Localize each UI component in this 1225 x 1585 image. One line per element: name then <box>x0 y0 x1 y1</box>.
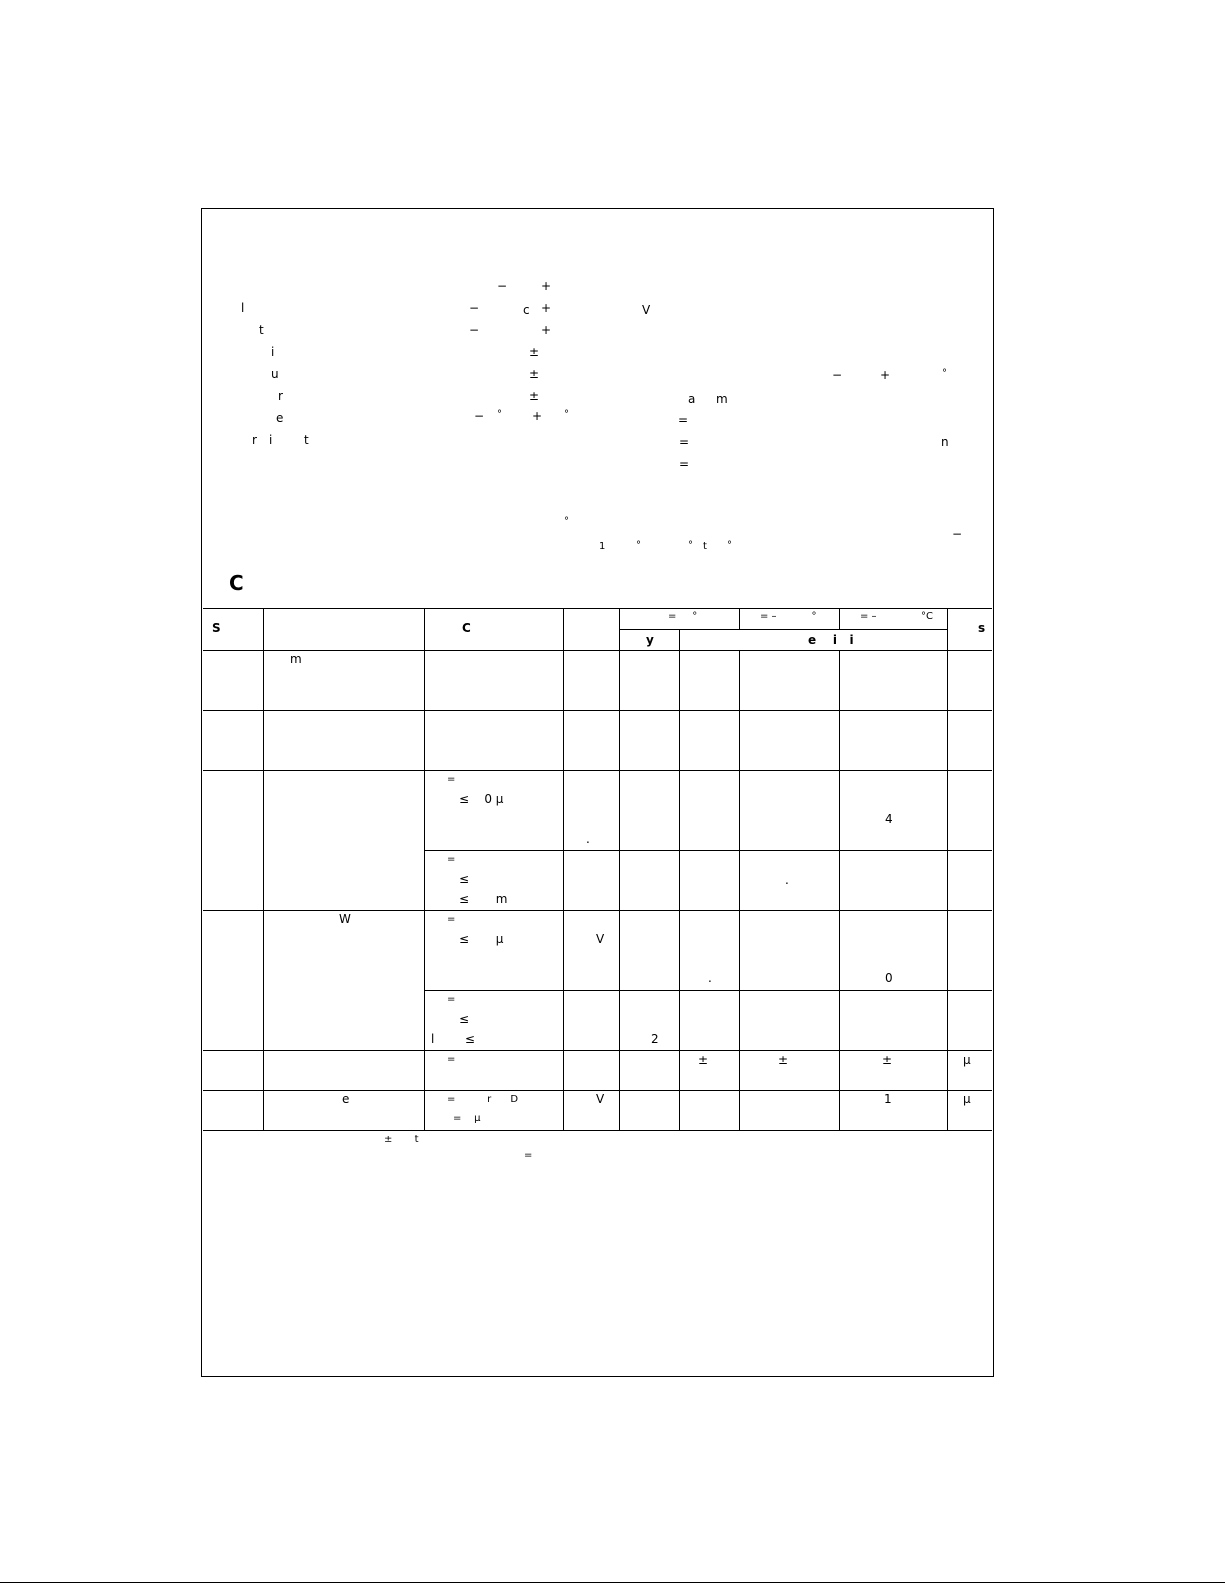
upper-mid-glyph: ± <box>529 345 540 359</box>
table-rule <box>203 1130 992 1131</box>
table-rule <box>203 608 992 609</box>
upper-right-glyph: = <box>678 413 689 427</box>
header-temp-2: = – ° <box>760 611 817 622</box>
row5-cond-line2: ≤ µ <box>459 932 504 946</box>
upper-right-glyph: m <box>716 392 728 406</box>
row7-pm-lim2: ± <box>882 1053 893 1067</box>
note-glyph: ° <box>564 516 569 527</box>
note-glyph: ° <box>688 540 693 551</box>
row5-cond-line1: = <box>447 914 456 925</box>
table-rule <box>739 650 740 1130</box>
page-bottom-rule <box>0 1582 1225 1583</box>
upper-mid-glyph: ° <box>564 409 569 420</box>
row3-value: 4 <box>885 812 893 826</box>
datasheet-frame <box>201 208 994 1377</box>
table-rule <box>679 629 680 1130</box>
header-sub-typ: y <box>646 633 654 647</box>
upper-left-glyph: e <box>276 411 284 425</box>
upper-left-glyph: r <box>278 389 283 403</box>
upper-mid-glyph: + <box>541 323 552 337</box>
row5-dot: . <box>708 971 712 985</box>
table-rule <box>203 710 992 711</box>
upper-mid-glyph: ° <box>497 409 502 420</box>
table-rule <box>839 650 840 1130</box>
footnote-1: ± t <box>384 1134 419 1145</box>
footnote-2: = <box>524 1150 533 1161</box>
row5-parameter: W <box>339 912 351 926</box>
note-glyph: t <box>703 541 707 552</box>
row8-cond-line2: = µ <box>453 1113 481 1124</box>
header-col-condition: C <box>462 621 471 635</box>
header-sub-limit: e i i <box>808 633 854 647</box>
upper-left-glyph: r <box>252 433 257 447</box>
upper-mid-glyph: ± <box>529 367 540 381</box>
row6-cond-line1: = <box>447 994 456 1005</box>
upper-mid-glyph: + <box>532 409 543 423</box>
upper-left-glyph: l <box>241 301 245 315</box>
upper-left-glyph: u <box>271 367 279 381</box>
upper-mid-glyph: − <box>469 323 480 337</box>
row4-dot: . <box>785 873 789 887</box>
table-rule <box>203 650 992 651</box>
section-heading: C <box>229 571 244 595</box>
table-rule <box>947 608 948 1130</box>
upper-mid-glyph: − <box>469 301 480 315</box>
table-rule <box>424 850 992 851</box>
row8-parameter: e <box>342 1092 350 1106</box>
row1-parameter: m <box>290 652 302 666</box>
upper-mid-glyph: + <box>541 279 552 293</box>
upper-mid-glyph: − <box>474 409 485 423</box>
table-rule <box>619 629 947 630</box>
upper-mid-glyph: − <box>497 279 508 293</box>
row3-cond-line1: = <box>447 774 456 785</box>
upper-right-glyph: − <box>832 368 843 382</box>
table-rule <box>263 608 264 1130</box>
header-temp-3: = – °C <box>860 611 934 622</box>
row4-cond-line2: ≤ <box>459 872 470 886</box>
row4-cond-line1: = <box>447 854 456 865</box>
upper-mid-glyph: c <box>523 303 530 317</box>
header-col-right: s <box>978 621 986 635</box>
upper-right-glyph: a <box>688 392 696 406</box>
row3-cond-line2: ≤ 0 µ <box>459 792 504 806</box>
table-rule <box>619 608 620 1130</box>
table-rule <box>839 608 840 629</box>
upper-mid-glyph: ± <box>529 389 540 403</box>
header-temp-1: = ° <box>668 611 698 622</box>
table-rule <box>203 1090 992 1091</box>
note-glyph: ° <box>727 540 732 551</box>
row8-unit-2: µ <box>963 1092 971 1106</box>
row8-unit: V <box>596 1092 605 1106</box>
row8-cond-line1: = r D <box>447 1094 519 1105</box>
row8-value: 1 <box>884 1092 892 1106</box>
table-rule <box>203 910 992 911</box>
note-glyph: 1 <box>599 541 606 552</box>
note-glyph: − <box>952 527 963 541</box>
row3-dot: . <box>586 832 590 846</box>
header-col-left: S <box>212 621 221 635</box>
upper-left-glyph: t <box>259 323 264 337</box>
upper-left-glyph: t <box>304 433 309 447</box>
row7-pm-lim1: ± <box>778 1053 789 1067</box>
row7-pm-typ: ± <box>698 1053 709 1067</box>
table-rule <box>739 608 740 629</box>
upper-right-glyph: n <box>941 435 949 449</box>
row7-cond: = <box>447 1054 456 1065</box>
table-rule <box>203 770 992 771</box>
row6-cond-line3: l ≤ <box>431 1032 475 1046</box>
upper-right-glyph: ° <box>942 368 947 379</box>
upper-right-glyph: = <box>679 457 690 471</box>
row7-unit: µ <box>963 1053 971 1067</box>
table-rule <box>424 608 425 1130</box>
note-glyph: ° <box>636 540 641 551</box>
row6-cond-line2: ≤ <box>459 1012 470 1026</box>
table-rule <box>424 990 992 991</box>
row6-typical: 2 <box>651 1032 659 1046</box>
row4-cond-line3: ≤ m <box>459 892 508 906</box>
row5-unit: V <box>596 932 605 946</box>
upper-mid-glyph: V <box>642 303 651 317</box>
upper-left-glyph: i <box>271 345 275 359</box>
upper-left-glyph: i <box>269 433 273 447</box>
upper-right-glyph: + <box>880 368 891 382</box>
upper-mid-glyph: + <box>541 301 552 315</box>
row5-value: 0 <box>885 971 893 985</box>
upper-right-glyph: = <box>679 435 690 449</box>
table-rule <box>203 1050 992 1051</box>
table-rule <box>563 608 564 1130</box>
